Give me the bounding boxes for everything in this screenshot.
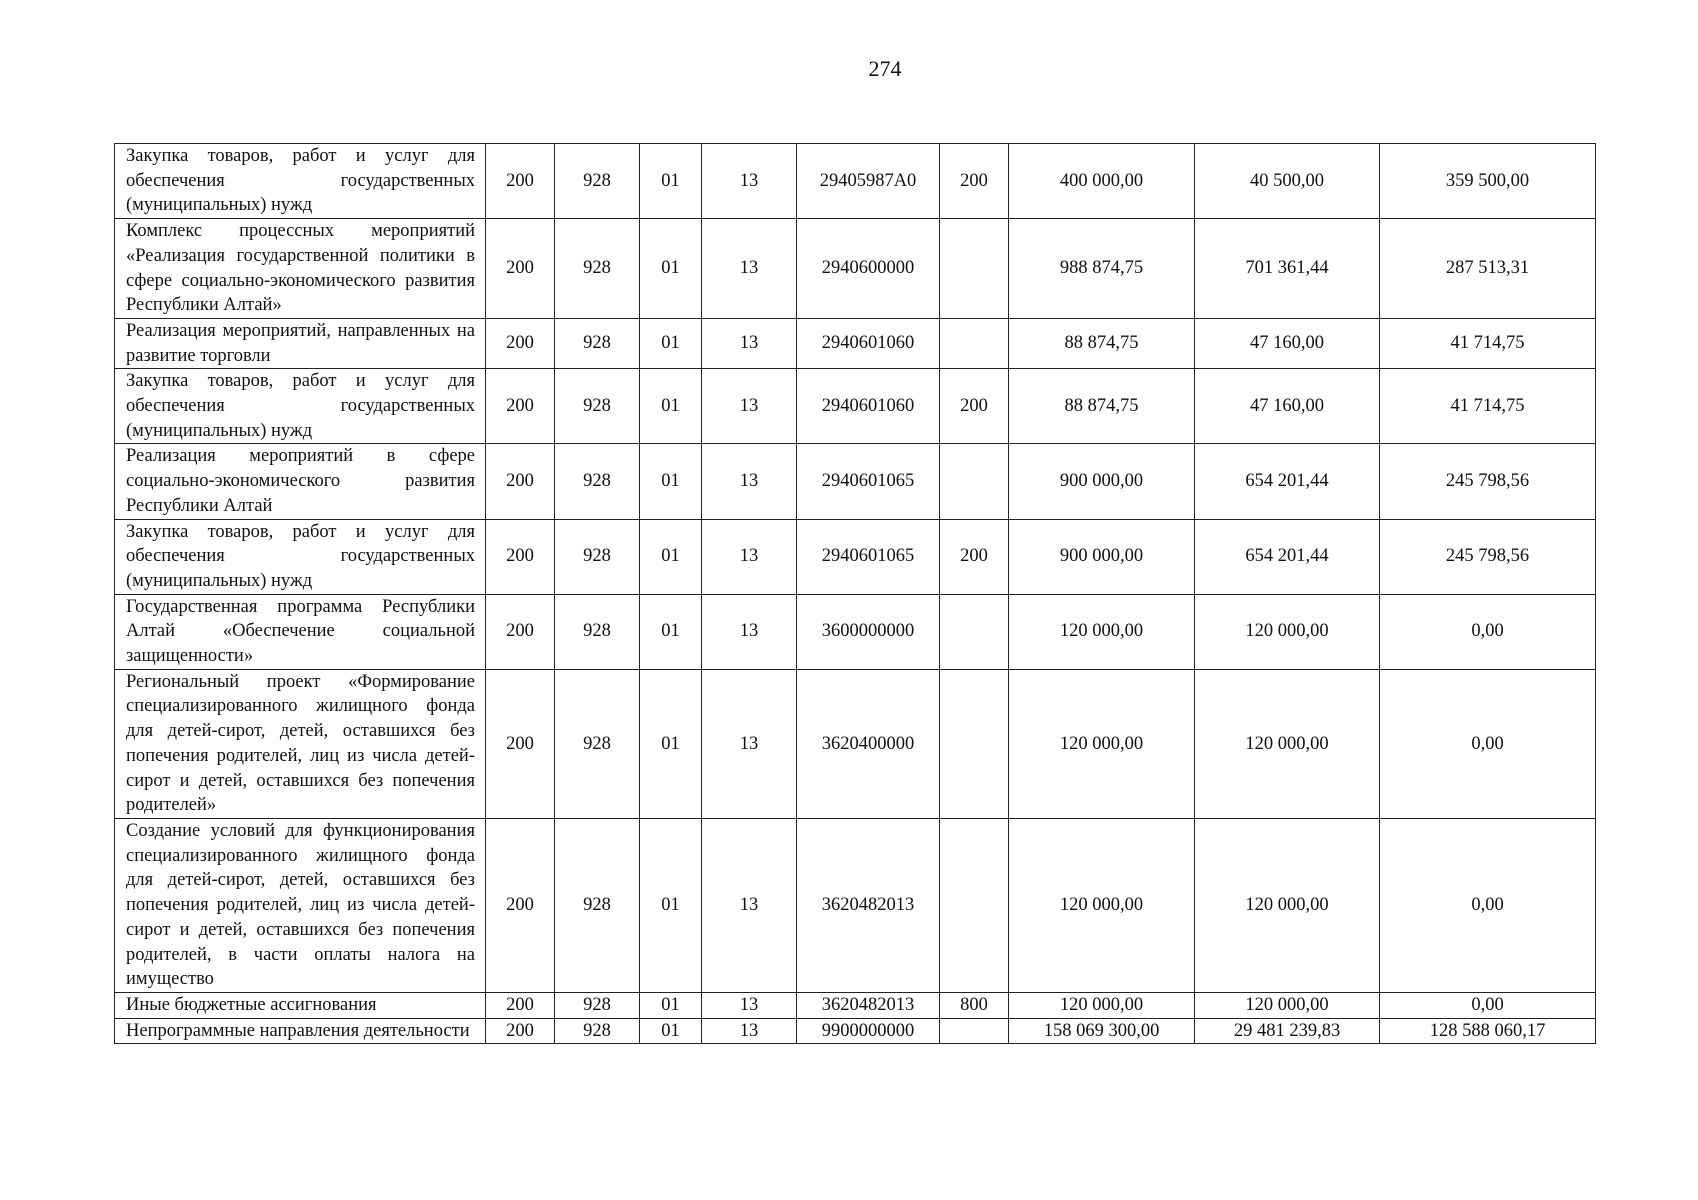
remaining-amount-cell: 359 500,00 xyxy=(1380,144,1596,219)
target-article-cell: 9900000000 xyxy=(797,1018,940,1044)
section-cell: 01 xyxy=(640,219,702,319)
expense-type-cell xyxy=(940,219,1009,319)
approved-amount-cell: 900 000,00 xyxy=(1009,519,1195,594)
approved-amount-cell: 988 874,75 xyxy=(1009,219,1195,319)
ministry-code-cell: 928 xyxy=(555,318,640,368)
expenditure-name-cell: Реализация мероприятий в сфере социально-экономического развития Республики Алтай xyxy=(115,444,486,519)
ministry-code-cell: 928 xyxy=(555,144,640,219)
table-row xyxy=(115,519,1596,594)
target-article-cell: 2940601065 xyxy=(797,444,940,519)
target-article-cell: 3600000000 xyxy=(797,594,940,669)
table-row xyxy=(115,144,1596,219)
expense-type-cell: 200 xyxy=(940,519,1009,594)
expenditure-name-cell: Непрограммные направления деятельности xyxy=(115,1018,486,1044)
table-row xyxy=(115,219,1596,319)
remaining-amount-cell: 0,00 xyxy=(1380,818,1596,992)
section-cell: 01 xyxy=(640,519,702,594)
approved-amount-cell: 88 874,75 xyxy=(1009,318,1195,368)
remaining-amount-cell: 0,00 xyxy=(1380,992,1596,1018)
expense-type-cell xyxy=(940,318,1009,368)
approved-amount-cell: 120 000,00 xyxy=(1009,669,1195,818)
subsection-cell: 13 xyxy=(702,1018,797,1044)
ministry-code-cell: 928 xyxy=(555,669,640,818)
approved-amount-cell: 900 000,00 xyxy=(1009,444,1195,519)
subsection-cell: 13 xyxy=(702,818,797,992)
budget-table xyxy=(114,143,1596,1044)
approved-amount-cell: 158 069 300,00 xyxy=(1009,1018,1195,1044)
approved-amount-cell: 88 874,75 xyxy=(1009,369,1195,444)
ministry-code-cell: 928 xyxy=(555,992,640,1018)
table-row xyxy=(115,669,1596,818)
section-cell: 01 xyxy=(640,144,702,219)
approved-amount-cell: 120 000,00 xyxy=(1009,594,1195,669)
subsection-cell: 13 xyxy=(702,144,797,219)
executed-amount-cell: 701 361,44 xyxy=(1195,219,1380,319)
code-cell: 200 xyxy=(486,369,555,444)
executed-amount-cell: 120 000,00 xyxy=(1195,818,1380,992)
remaining-amount-cell: 287 513,31 xyxy=(1380,219,1596,319)
executed-amount-cell: 40 500,00 xyxy=(1195,144,1380,219)
code-cell: 200 xyxy=(486,444,555,519)
section-cell: 01 xyxy=(640,992,702,1018)
target-article-cell: 2940601060 xyxy=(797,318,940,368)
expense-type-cell: 200 xyxy=(940,369,1009,444)
section-cell: 01 xyxy=(640,318,702,368)
remaining-amount-cell: 245 798,56 xyxy=(1380,444,1596,519)
code-cell: 200 xyxy=(486,144,555,219)
ministry-code-cell: 928 xyxy=(555,219,640,319)
expense-type-cell xyxy=(940,818,1009,992)
expenditure-name-cell: Комплекс процессных мероприятий «Реализация государственной политики в сфере социально-экономического развития Республики Алтай» xyxy=(115,219,486,319)
executed-amount-cell: 120 000,00 xyxy=(1195,992,1380,1018)
section-cell: 01 xyxy=(640,594,702,669)
ministry-code-cell: 928 xyxy=(555,594,640,669)
executed-amount-cell: 47 160,00 xyxy=(1195,318,1380,368)
subsection-cell: 13 xyxy=(702,444,797,519)
expenditure-name-cell: Закупка товаров, работ и услуг для обеспечения государственных (муниципальных) нужд xyxy=(115,519,486,594)
remaining-amount-cell: 0,00 xyxy=(1380,594,1596,669)
target-article-cell: 3620400000 xyxy=(797,669,940,818)
ministry-code-cell: 928 xyxy=(555,1018,640,1044)
remaining-amount-cell: 0,00 xyxy=(1380,669,1596,818)
remaining-amount-cell: 245 798,56 xyxy=(1380,519,1596,594)
expenditure-name-cell: Региональный проект «Формирование специализированного жилищного фонда для детей-сирот, детей, оставшихся без попечения родителей, лиц из числа детей-сирот и детей, оставшихся без попечения родителей» xyxy=(115,669,486,818)
expenditure-name-cell: Создание условий для функционирования специализированного жилищного фонда для детей-сирот, детей, оставшихся без попечения родителей, лиц из числа детей-сирот и детей, оставшихся без попечения родителей, в части оплаты налога на имущество xyxy=(115,818,486,992)
table-row xyxy=(115,318,1596,368)
expenditure-name-cell: Закупка товаров, работ и услуг для обеспечения государственных (муниципальных) нужд xyxy=(115,369,486,444)
ministry-code-cell: 928 xyxy=(555,519,640,594)
subsection-cell: 13 xyxy=(702,318,797,368)
table-row xyxy=(115,818,1596,992)
executed-amount-cell: 29 481 239,83 xyxy=(1195,1018,1380,1044)
code-cell: 200 xyxy=(486,219,555,319)
expense-type-cell: 200 xyxy=(940,144,1009,219)
remaining-amount-cell: 41 714,75 xyxy=(1380,318,1596,368)
target-article-cell: 3620482013 xyxy=(797,992,940,1018)
section-cell: 01 xyxy=(640,444,702,519)
target-article-cell: 3620482013 xyxy=(797,818,940,992)
code-cell: 200 xyxy=(486,594,555,669)
approved-amount-cell: 120 000,00 xyxy=(1009,992,1195,1018)
expense-type-cell xyxy=(940,1018,1009,1044)
executed-amount-cell: 654 201,44 xyxy=(1195,519,1380,594)
executed-amount-cell: 120 000,00 xyxy=(1195,669,1380,818)
executed-amount-cell: 47 160,00 xyxy=(1195,369,1380,444)
table-row xyxy=(115,594,1596,669)
table-row xyxy=(115,992,1596,1018)
target-article-cell: 2940601060 xyxy=(797,369,940,444)
code-cell: 200 xyxy=(486,1018,555,1044)
budget-table-body xyxy=(115,144,1596,1044)
remaining-amount-cell: 128 588 060,17 xyxy=(1380,1018,1596,1044)
ministry-code-cell: 928 xyxy=(555,818,640,992)
expenditure-name-cell: Реализация мероприятий, направленных на развитие торговли xyxy=(115,318,486,368)
target-article-cell: 29405987А0 xyxy=(797,144,940,219)
subsection-cell: 13 xyxy=(702,519,797,594)
expense-type-cell xyxy=(940,444,1009,519)
expense-type-cell xyxy=(940,594,1009,669)
section-cell: 01 xyxy=(640,818,702,992)
target-article-cell: 2940601065 xyxy=(797,519,940,594)
expenditure-name-cell: Закупка товаров, работ и услуг для обеспечения государственных (муниципальных) нужд xyxy=(115,144,486,219)
approved-amount-cell: 400 000,00 xyxy=(1009,144,1195,219)
page-number: 274 xyxy=(868,56,902,81)
section-cell: 01 xyxy=(640,1018,702,1044)
code-cell: 200 xyxy=(486,519,555,594)
subsection-cell: 13 xyxy=(702,594,797,669)
code-cell: 200 xyxy=(486,318,555,368)
subsection-cell: 13 xyxy=(702,992,797,1018)
expenditure-name-cell: Государственная программа Республики Алтай «Обеспечение социальной защищенности» xyxy=(115,594,486,669)
section-cell: 01 xyxy=(640,669,702,818)
remaining-amount-cell: 41 714,75 xyxy=(1380,369,1596,444)
code-cell: 200 xyxy=(486,818,555,992)
section-cell: 01 xyxy=(640,369,702,444)
code-cell: 200 xyxy=(486,669,555,818)
table-row xyxy=(115,369,1596,444)
expense-type-cell xyxy=(940,669,1009,818)
expenditure-name-cell: Иные бюджетные ассигнования xyxy=(115,992,486,1018)
ministry-code-cell: 928 xyxy=(555,369,640,444)
table-row xyxy=(115,444,1596,519)
subsection-cell: 13 xyxy=(702,219,797,319)
subsection-cell: 13 xyxy=(702,669,797,818)
expense-type-cell: 800 xyxy=(940,992,1009,1018)
subsection-cell: 13 xyxy=(702,369,797,444)
target-article-cell: 2940600000 xyxy=(797,219,940,319)
approved-amount-cell: 120 000,00 xyxy=(1009,818,1195,992)
ministry-code-cell: 928 xyxy=(555,444,640,519)
executed-amount-cell: 654 201,44 xyxy=(1195,444,1380,519)
table-row xyxy=(115,1018,1596,1044)
executed-amount-cell: 120 000,00 xyxy=(1195,594,1380,669)
code-cell: 200 xyxy=(486,992,555,1018)
